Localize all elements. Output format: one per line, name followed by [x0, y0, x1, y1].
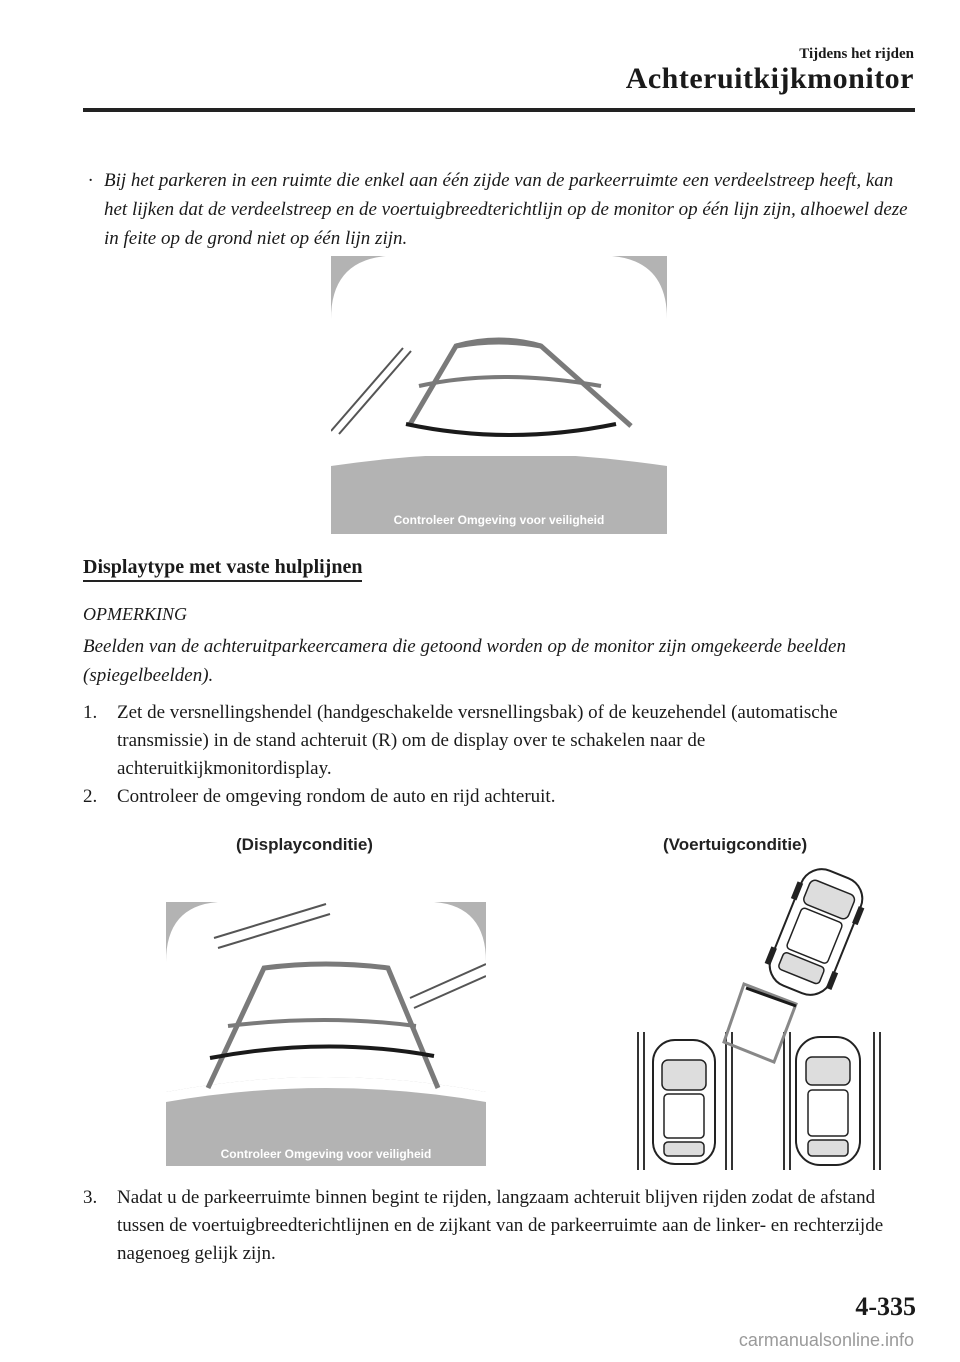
step-text: Nadat u de parkeerruimte binnen begint te rijden, langzaam achteruit blijven rijden zodat de afstand tussen de voertuigbreedterichtlijnen en de zijkant van de parkeerruimte aan de linker- en rechterzijde nagenoeg gelijk zijn. — [117, 1187, 884, 1264]
monitor-display-figure-2 — [166, 902, 486, 1166]
step-text: Zet de versnellingshendel (handgeschakelde versnellingsbak) of de keuzehendel (automatische transmissie) in de stand achteruit (R) om de display over te schakelen naar de achteruitkijkmonitordisplay. — [117, 702, 838, 779]
steps-list-continued — [83, 1184, 923, 1268]
display-view-area — [331, 256, 667, 456]
step-number: 3. — [83, 1187, 98, 1208]
step-item — [83, 699, 923, 783]
step-item — [83, 783, 923, 811]
steps-list — [83, 699, 923, 811]
reversing-car — [724, 862, 873, 1062]
guide-projection — [724, 984, 796, 1062]
note-text: Beelden van de achteruitparkeercamera die getoond worden op de monitor zijn omgekeerde beelden (spiegelbeelden). — [83, 636, 846, 686]
section-heading: Displaytype met vaste hulplijnen — [83, 556, 362, 582]
monitor-display-figure-1 — [331, 256, 667, 534]
bullet-marker: · — [88, 170, 93, 191]
vehicle-condition-figure — [626, 862, 888, 1174]
parked-car-right — [796, 1037, 860, 1165]
step-item — [83, 1184, 923, 1268]
step-text: Controleer de omgeving rondom de auto en rijd achteruit. — [117, 786, 556, 807]
watermark: carmanualsonline.info — [738, 1330, 914, 1350]
safety-banner: Controleer Omgeving voor veiligheid — [220, 1147, 432, 1161]
parked-car-left — [653, 1040, 715, 1164]
safety-banner: Controleer Omgeving voor veiligheid — [393, 513, 605, 527]
step-number: 2. — [83, 786, 98, 807]
step-number: 1. — [83, 702, 98, 723]
chapter-title: Achteruitkijkmonitor — [625, 62, 914, 95]
vehicle-condition-caption: (Voertuigconditie) — [663, 835, 808, 854]
section-label: Tijdens het rijden — [799, 46, 914, 62]
note-title: OPMERKING — [83, 604, 187, 624]
header-rule — [83, 108, 915, 112]
bullet-text: Bij het parkeren in een ruimte die enkel aan één zijde van de parkeerruimte een verdeelstreep heeft, kan het lijken dat de verdeelstreep en de voertuigbreedterichtlijn op de monitor op één lijn zijn, alhoewel deze in feite op de grond niet op één lijn zijn. — [104, 170, 908, 249]
page-number: 4-335 — [855, 1292, 916, 1321]
display-condition-caption: (Displayconditie) — [236, 835, 373, 854]
bullet-paragraph — [88, 166, 918, 253]
